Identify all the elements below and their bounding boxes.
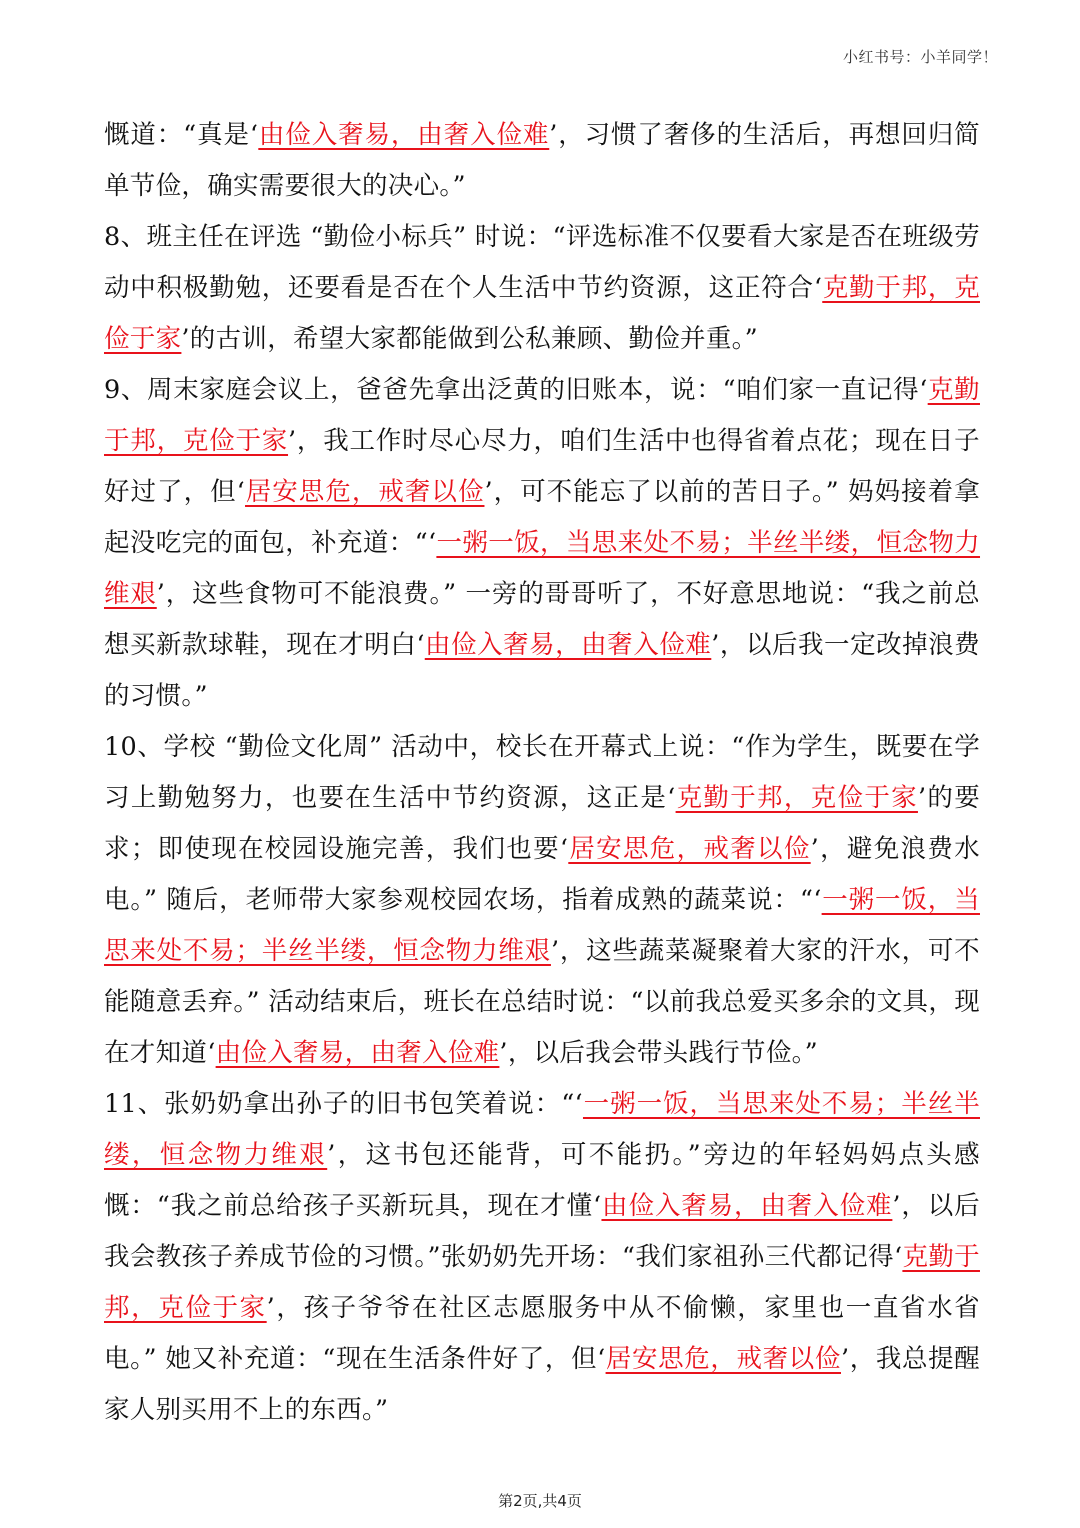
body-text: ’的要求；即使现在校园设施完善，我们也要‘	[104, 783, 980, 864]
body-text: ’，习惯了奢侈的生活后，再想回归简单节俭，确实需要很大的决心。”	[104, 120, 980, 201]
highlighted-idiom: 克勤于邦，克俭于家	[675, 783, 918, 813]
highlighted-idiom: 一粥一饭，当思来处不易；半丝半缕，恒念物力维艰	[104, 528, 981, 609]
highlighted-idiom: 一粥一饭，当思来处不易；半丝半缕，恒念物力维艰	[104, 1089, 980, 1170]
highlighted-idiom: 由俭入奢易，由奢入俭难	[258, 120, 550, 150]
paragraph-7-continued	[104, 110, 980, 212]
paragraph-8	[104, 212, 980, 365]
body-text: ’，这些食物可不能浪费。” 一旁的哥哥听了，不好意思地说：“我之前总想买新款球鞋，现在才明白‘	[104, 579, 980, 660]
paragraph-11	[104, 1079, 980, 1436]
highlighted-idiom: 克勤于邦，克俭于家	[104, 1242, 980, 1323]
body-text: ’，可不能忘了以前的苦日子。” 妈妈接着拿起没吃完的面包，补充道：“‘	[104, 477, 981, 558]
highlighted-idiom: 克勤于邦，克俭于家	[104, 375, 980, 456]
highlighted-idiom: 由俭入奢易，由奢入俭难	[215, 1038, 500, 1068]
body-text: 11、张奶奶拿出孙子的旧书包笑着说：“‘	[104, 1089, 583, 1119]
body-text: ’，避免浪费水电。” 随后，老师带大家参观校园农场，指着成熟的蔬菜说：“‘	[104, 834, 980, 915]
body-text: ’，这些蔬菜凝聚着大家的汗水，可不能随意丢弃。” 活动结束后，班长在总结时说：“以前我总爱买多余的文具，现在才知道‘	[104, 936, 980, 1068]
body-text: ’，以后我一定改掉浪费的习惯。”	[104, 630, 980, 711]
body-text: ’，以后我会带头践行节俭。”	[499, 1038, 819, 1068]
body-text: ’的古训，希望大家都能做到公私兼顾、勤俭并重。”	[181, 324, 758, 354]
highlighted-idiom: 居安思危，戒奢以俭	[568, 834, 811, 864]
highlighted-idiom: 由俭入奢易，由奢入俭难	[424, 630, 712, 660]
body-text: ’，我总提醒家人别买用不上的东西。”	[104, 1344, 981, 1425]
body-text: ’，孩子爷爷在社区志愿服务中从不偷懒，家里也一直省水省电。” 她又补充道：“现在生活条件好了，但‘	[104, 1293, 980, 1374]
highlighted-idiom: 居安思危，戒奢以俭	[605, 1344, 841, 1374]
body-text: 9、周末家庭会议上，爸爸先拿出泛黄的旧账本，说：“咱们家一直记得‘	[104, 375, 928, 405]
body-text: ’，这书包还能背，可不能扔。”旁边的年轻妈妈点头感慨：“我之前总给孩子买新玩具，现在才懂‘	[104, 1140, 980, 1221]
highlighted-idiom: 克勤于邦，克俭于家	[104, 273, 980, 354]
body-text: ’，我工作时尽心尽力，咱们生活中也得省着点花；现在日子好过了，但‘	[104, 426, 980, 507]
watermark-header: 小红书号：小羊同学！	[842, 48, 998, 66]
body-text: 慨道：“真是‘	[104, 120, 259, 150]
body-text: ’，以后我会教孩子养成节俭的习惯。”张奶奶先开场：“我们家祖孙三代都记得‘	[104, 1191, 980, 1272]
paragraph-9	[104, 365, 980, 722]
document-body	[104, 110, 980, 1436]
page-number: 第2页,共4页	[498, 1492, 582, 1510]
highlighted-idiom: 居安思危，戒奢以俭	[245, 477, 485, 507]
body-text: 10、学校 “勤俭文化周” 活动中，校长在开幕式上说：“作为学生，既要在学习上勤勉努力，也要在生活中节约资源，这正是‘	[104, 732, 980, 813]
highlighted-idiom: 由俭入奢易，由奢入俭难	[601, 1191, 893, 1221]
body-text: 8、班主任在评选 “勤俭小标兵” 时说：“评选标准不仅要看大家是否在班级劳动中积极勤勉，还要看是否在个人生活中节约资源，这正符合‘	[104, 222, 980, 303]
highlighted-idiom: 一粥一饭，当思来处不易；半丝半缕，恒念物力维艰	[104, 885, 980, 966]
paragraph-10	[104, 722, 980, 1079]
